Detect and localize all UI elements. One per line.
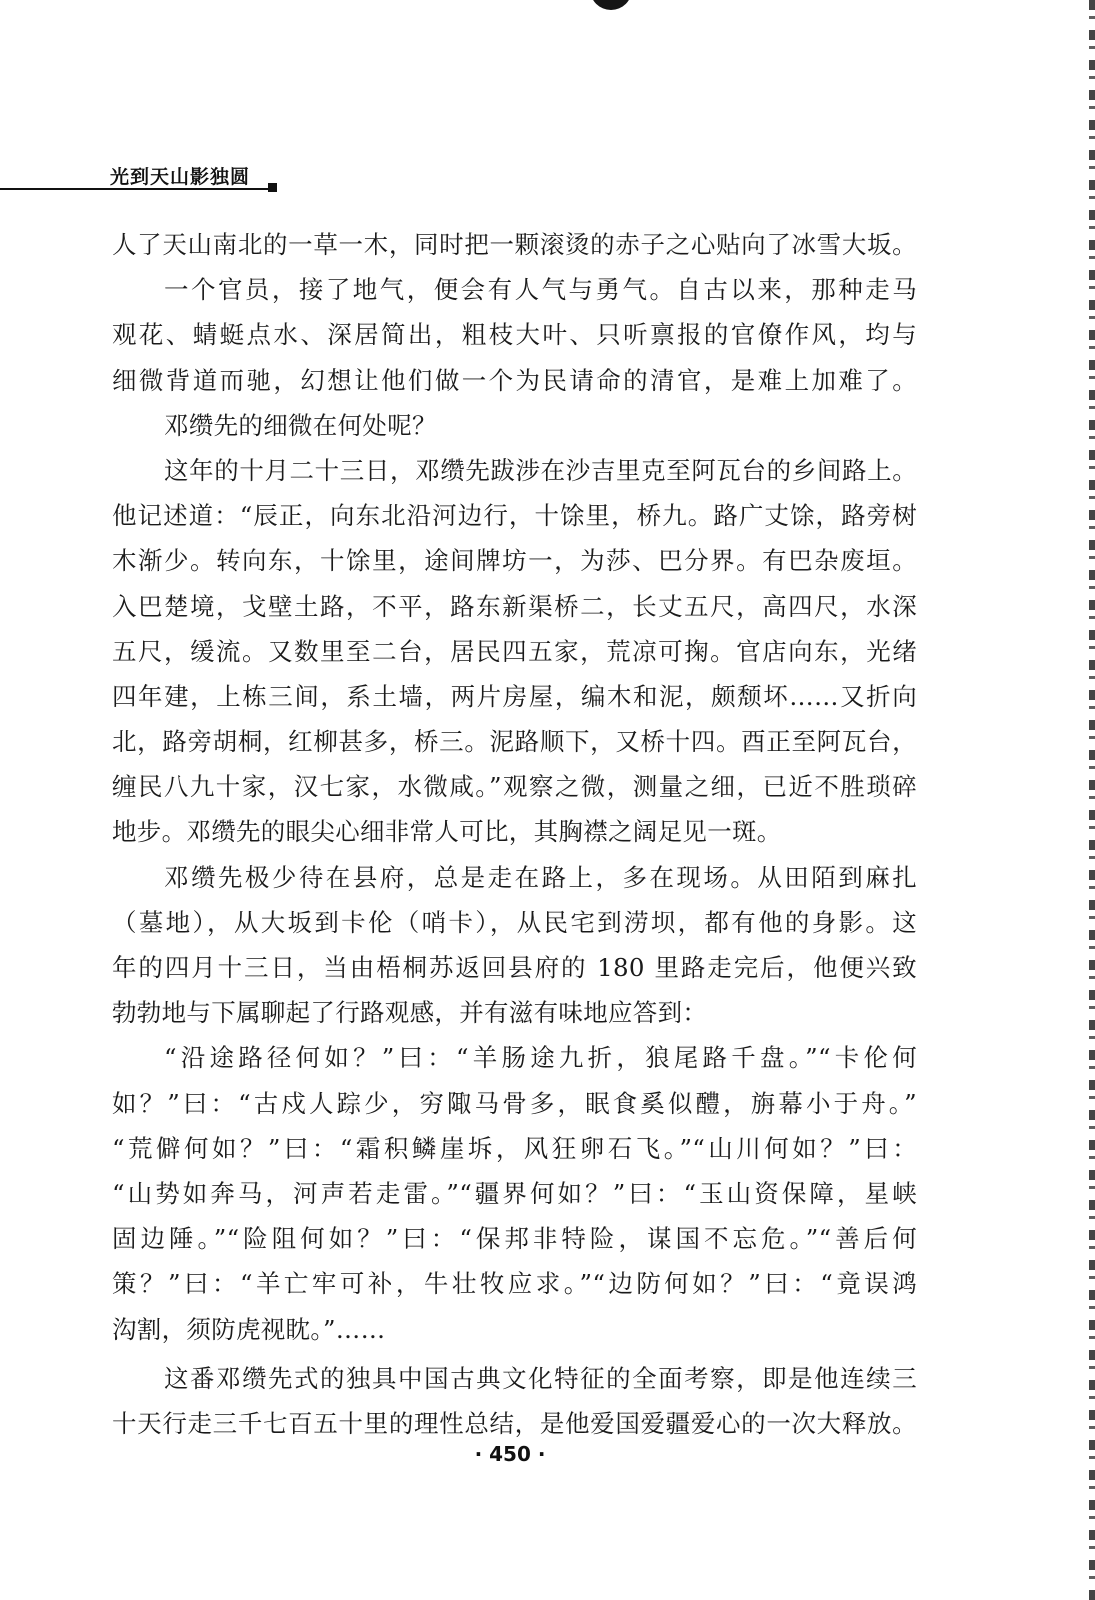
text-line: 入巴楚境，戈壁土路，不平，路东新渠桥二，长丈五尺，高四尺，水深 <box>112 591 917 621</box>
text-line: 人了天山南北的一草一木，同时把一颗滚烫的赤子之心贴向了冰雪大坂。 <box>112 230 917 259</box>
text-line: （墓地），从大坂到卡伦（哨卡），从民宅到涝坝，都有他的身影。这 <box>112 907 917 937</box>
text-line: 地步。邓缵先的眼尖心细非常人可比，其胸襟之阔足见一斑。 <box>112 817 782 847</box>
paragraph-start: 邓缵先极少待在县府，总是走在路上，多在现场。从田陌到麻扎 <box>164 862 917 892</box>
text-line: 北，路旁胡桐，红柳甚多，桥三。泥路顺下，又桥十四。酉正至阿瓦台， <box>112 727 917 757</box>
text-line: 他记述道：“辰正，向东北沿河边行，十馀里，桥九。路广丈馀，路旁树 <box>112 501 917 531</box>
text-line: 十天行走三千七百五十里的理性总结，是他爱国爱疆爱心的一次大释放。 <box>112 1408 917 1438</box>
text-line: 观花、蜻蜓点水、深居简出，粗枝大叶、只听禀报的官僚作风，均与 <box>112 320 917 350</box>
page-number: · 450 · <box>474 1442 546 1466</box>
header-rule <box>0 188 268 190</box>
body-text <box>112 222 917 1446</box>
paragraph-start: “沿途路径何如？”曰：“羊肠途九折，狼尾路千盘。”“卡伦何 <box>164 1043 917 1073</box>
text-line: 固边陲。”“险阻何如？”曰：“保邦非特险，谋国不忘危。”“善后何 <box>112 1224 917 1254</box>
paragraph-start: 邓缵先的细微在何处呢？ <box>164 410 437 440</box>
page-edge-binding <box>1089 0 1095 1600</box>
text-line: “荒僻何如？”曰：“霜积鳞崖坼，风狂卵石飞。”“山川何如？”曰： <box>112 1133 917 1163</box>
header-square-mark <box>268 183 277 192</box>
running-header <box>0 160 290 192</box>
text-line: 五尺，缓流。又数里至二台，居民四五家，荒凉可掬。官店向东，光绪 <box>112 636 917 666</box>
paragraph-start: 这番邓缵先式的独具中国古典文化特征的全面考察，即是他连续三 <box>164 1363 917 1393</box>
running-title: 光到天山影独圆 <box>110 166 251 188</box>
text-line: 沟割，须防虎视眈。”…… <box>112 1314 386 1344</box>
text-line: “山势如奔马，河声若走雷。”“疆界何如？”曰：“玉山资保障，星峡 <box>112 1178 917 1208</box>
paragraph-start: 这年的十月二十三日，邓缵先跋涉在沙吉里克至阿瓦台的乡间路上。 <box>164 455 917 485</box>
text-line: 策？”曰：“羊亡牢可补，牛壮牧应求。”“边防何如？”曰：“竟误鸿 <box>112 1269 917 1299</box>
text-line: 如？”曰：“古戍人踪少，穷陬马骨多，眠食奚似醴，旃幕小于舟。” <box>112 1088 917 1118</box>
paragraph-start: 一个官员，接了地气，便会有人气与勇气。自古以来，那种走马 <box>164 275 917 305</box>
text-line: 四年建，上栋三间，系土墙，两片房屋，编木和泥，颇颓坏……又折向 <box>112 681 917 711</box>
text-line: 缠民八九十家，汉七家，水微咸。”观察之微，测量之细，已近不胜琐碎 <box>112 772 917 802</box>
text-line: 年的四月十三日，当由梧桐苏返回县府的 180 里路走完后，他便兴致 <box>112 953 917 982</box>
top-ink-mark <box>590 0 632 10</box>
text-line: 勃勃地与下属聊起了行路观感，并有滋有味地应答到： <box>112 998 708 1028</box>
text-line: 细微背道而驰，幻想让他们做一个为民请命的清官，是难上加难了。 <box>112 365 917 395</box>
text-line: 木渐少。转向东，十馀里，途间牌坊一，为莎、巴分界。有巴杂废垣。 <box>112 546 917 576</box>
